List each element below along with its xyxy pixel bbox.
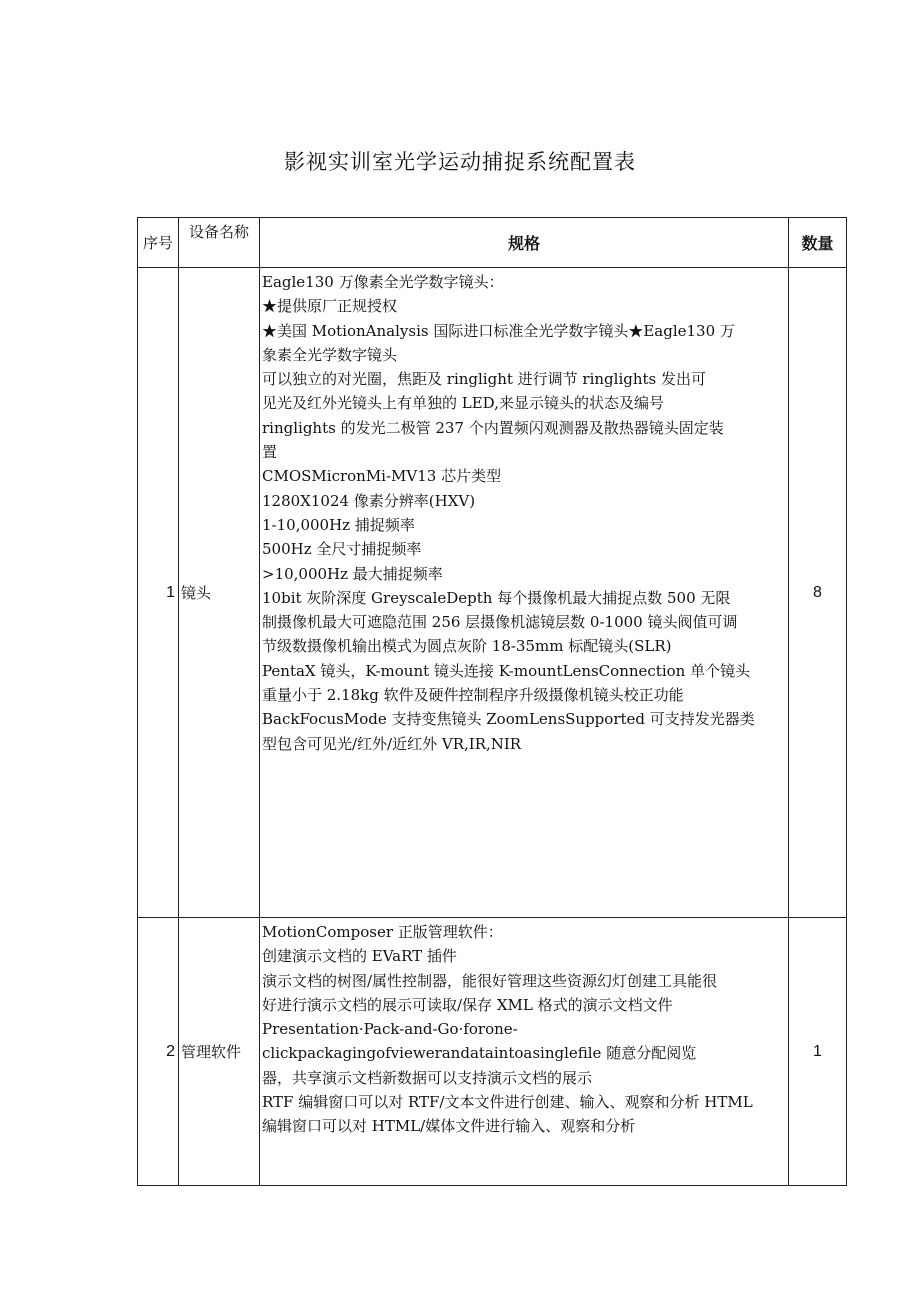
spec-line: 型包含可见光/红外/近红外 VR,IR,NIR	[262, 734, 522, 753]
spec-line: 见光及红外光镜头上有单独的 LED,来显示镜头的状态及编号	[262, 394, 664, 413]
row-serial-number: 2	[138, 918, 179, 1186]
spec-line: clickpackagingofviewerandataintoasinglefile 随意分配阅览	[262, 1044, 697, 1063]
spec-line: RTF 编辑窗口可以对 RTF/文本文件进行创建、输入、观察和分析 HTML	[262, 1093, 753, 1112]
spec-line: MotionComposer 正版管理软件：	[262, 923, 503, 941]
config-table	[137, 217, 847, 1186]
spec-line: 器，共享演示文档新数据可以支持演示文档的展示	[262, 1068, 593, 1087]
spec-line: 创建演示文档的 EVaRT 插件	[262, 947, 457, 966]
spec-line: 可以独立的对光圈，焦距及 ringlight 进行调节 ringlights 发出可	[262, 370, 707, 389]
row-specification	[260, 268, 789, 918]
page-title: 影视实训室光学运动捕捉系统配置表	[284, 150, 636, 174]
row-quantity: 8	[789, 268, 847, 918]
spec-line: 节级数摄像机输出模式为圆点灰阶 18-35mm 标配镜头(SLR)	[262, 637, 672, 656]
spec-line: 10bit 灰阶深度 GreyscaleDepth 每个摄像机最大捕捉点数 500 无限	[262, 588, 731, 607]
spec-line: ★提供原厂正规授权	[262, 297, 398, 316]
spec-line: 重量小于 2.18kg 软件及硬件控制程序升级摄像机镜头校正功能	[262, 686, 684, 705]
row-quantity: 1	[789, 918, 847, 1186]
spec-line: BackFocusMode 支持变焦镜头 ZoomLensSupported 可支持发光器类	[262, 710, 755, 729]
row-serial-number: 1	[138, 268, 179, 918]
row-device-name: 管理软件	[179, 918, 260, 1186]
spec-line: 500Hz 全尺寸捕捉频率	[262, 540, 422, 559]
header-quantity: 数量	[789, 218, 847, 268]
table-row	[138, 268, 847, 918]
header-serial-number: 序号	[138, 218, 179, 268]
row-specification	[260, 918, 789, 1186]
spec-line: CMOSMicronMi-MV13 芯片类型	[262, 467, 502, 486]
spec-line: 象素全光学数字镜头	[262, 345, 398, 364]
spec-line: Presentation·Pack-and-Go·forone-	[262, 1020, 518, 1039]
spec-line: 演示文档的树图/属性控制器，能很好管理这些资源幻灯创建工具能很	[262, 971, 718, 990]
spec-line: 1280X1024 像素分辨率(HXV)	[262, 491, 476, 510]
spec-line: ringlights 的发光二极管 237 个内置频闪观测器及散热器镜头固定装	[262, 418, 724, 437]
row-device-name: 镜头	[179, 268, 260, 918]
spec-line: Eagle130 万像素全光学数字镜头：	[262, 273, 504, 291]
table-header-row	[138, 218, 847, 268]
spec-line: 制摄像机最大可遮隐范围 256 层摄像机滤镜层数 0-1000 镜头阀值可调	[262, 613, 738, 632]
table-row	[138, 918, 847, 1186]
spec-line: PentaX 镜头，K-mount 镜头连接 K-mountLensConnection 单个镜头	[262, 661, 751, 680]
spec-line: 编辑窗口可以对 HTML/媒体文件进行输入、观察和分析	[262, 1117, 636, 1136]
spec-line: 1-10,000Hz 捕捉频率	[262, 515, 415, 534]
spec-line: 好进行演示文档的展示可读取/保存 XML 格式的演示文档文件	[262, 995, 673, 1014]
spec-line: ★美国 MotionAnalysis 国际进口标准全光学数字镜头★Eagle130 万	[262, 321, 735, 340]
spec-line: 置	[262, 443, 278, 462]
spec-line: >10,000Hz 最大捕捉频率	[262, 564, 443, 583]
header-device-name: 设备名称	[179, 218, 260, 268]
header-specification: 规格	[260, 218, 789, 268]
